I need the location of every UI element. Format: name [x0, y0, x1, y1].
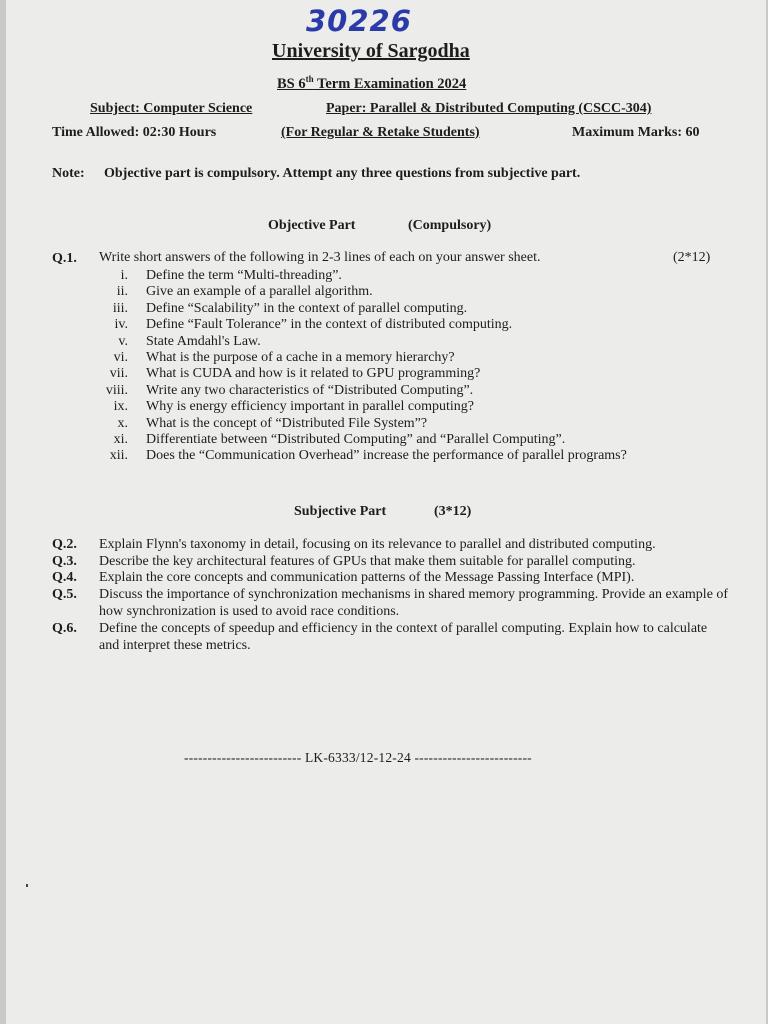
ink-speck [26, 884, 28, 887]
subjective-marks: (3*12) [434, 504, 472, 519]
objective-item-text: What is CUDA and how is it related to GPU programming? [146, 366, 481, 382]
q1-marks: (2*12) [673, 250, 711, 265]
objective-item-number: ix. [113, 399, 128, 415]
handwritten-number: 30226 [306, 4, 412, 38]
objective-item-number: iv. [114, 317, 128, 333]
students-label: (For Regular & Retake Students) [281, 125, 480, 140]
objective-item-text: Give an example of a parallel algorithm. [146, 284, 373, 300]
subjective-question-number: Q.2. [52, 537, 77, 552]
subjective-question-number: Q.5. [52, 587, 77, 602]
objective-item-text: What is the concept of “Distributed File System”? [146, 415, 428, 431]
objective-item-text: What is the purpose of a cache in a memory hierarchy? [146, 350, 455, 365]
footer-code: ------------------------- LK-6333/12-12-24 ------------------------- [184, 750, 532, 765]
maximum-marks: Maximum Marks: 60 [572, 125, 700, 140]
objective-item-text: Define “Scalability” in the context of parallel computing. [146, 300, 468, 316]
objective-item-number: vi. [113, 350, 128, 365]
objective-item-number: xii. [109, 448, 128, 464]
subjective-question-text: Describe the key architectural features of GPUs that make them suitable for parallel computing. [99, 554, 636, 569]
subjective-question-number: Q.6. [52, 621, 77, 636]
objective-item-number: v. [118, 333, 128, 349]
subjective-question-number: Q.3. [52, 554, 77, 569]
university-name: University of Sargodha [272, 40, 470, 62]
objective-item-number: x. [117, 415, 128, 431]
note-label: Note: [52, 166, 85, 181]
objective-item-text: Does the “Communication Overhead” increase the performance of parallel programs? [146, 448, 627, 464]
q1-number: Q.1. [52, 251, 77, 266]
q1-text: Write short answers of the following in 2-3 lines of each on your answer sheet. [99, 250, 541, 265]
exam-title [277, 74, 466, 93]
subjective-question-text: Define the concepts of speedup and efficiency in the context of parallel computing. Explain how to calculate and interpret these metrics. [99, 621, 708, 653]
subjective-title: Subjective Part [294, 504, 387, 519]
subjective-question-number: Q.4. [52, 570, 77, 585]
exam-title-sup: th [305, 74, 314, 84]
objective-item-text: Why is energy efficiency important in parallel computing? [146, 399, 474, 415]
objective-item-text: Define the term “Multi-threading”. [146, 268, 342, 283]
objective-item-number: iii. [112, 300, 128, 316]
objective-item-number: viii. [105, 382, 128, 398]
objective-title: Objective Part [268, 218, 356, 233]
objective-item-number: i. [120, 268, 128, 283]
objective-item-text: State Amdahl's Law. [146, 333, 261, 349]
exam-title-suffix: Term Examination 2024 [313, 75, 467, 92]
subjective-question-text: Explain the core concepts and communication patterns of the Message Passing Interface (MPI). [99, 570, 635, 585]
subjective-question-text: Explain Flynn's taxonomy in detail, focusing on its relevance to parallel and distributed computing. [99, 537, 656, 552]
exam-paper [6, 0, 766, 1024]
objective-item-text: Define “Fault Tolerance” in the context of distributed computing. [146, 317, 513, 333]
objective-item-number: vii. [109, 366, 128, 382]
objective-item-number: ii. [116, 284, 128, 300]
objective-item-text: Differentiate between “Distributed Computing” and “Parallel Computing”. [146, 432, 566, 447]
objective-item-text: Write any two characteristics of “Distributed Computing”. [146, 382, 474, 398]
paper-label: Paper: Parallel & Distributed Computing (CSCC-304) [326, 101, 652, 116]
objective-tag: (Compulsory) [408, 218, 492, 233]
time-allowed: Time Allowed: 02:30 Hours [52, 125, 217, 140]
subject-label: Subject: Computer Science [90, 101, 253, 116]
objective-item-number: xi. [113, 432, 128, 447]
exam-title-prefix: BS 6 [277, 75, 306, 92]
note-text: Objective part is compulsory. Attempt any three questions from subjective part. [104, 166, 581, 181]
subjective-question-text: Discuss the importance of synchronization mechanisms in shared memory programming. Provide an example of how synchronization is used to avoid race conditions. [99, 587, 729, 619]
